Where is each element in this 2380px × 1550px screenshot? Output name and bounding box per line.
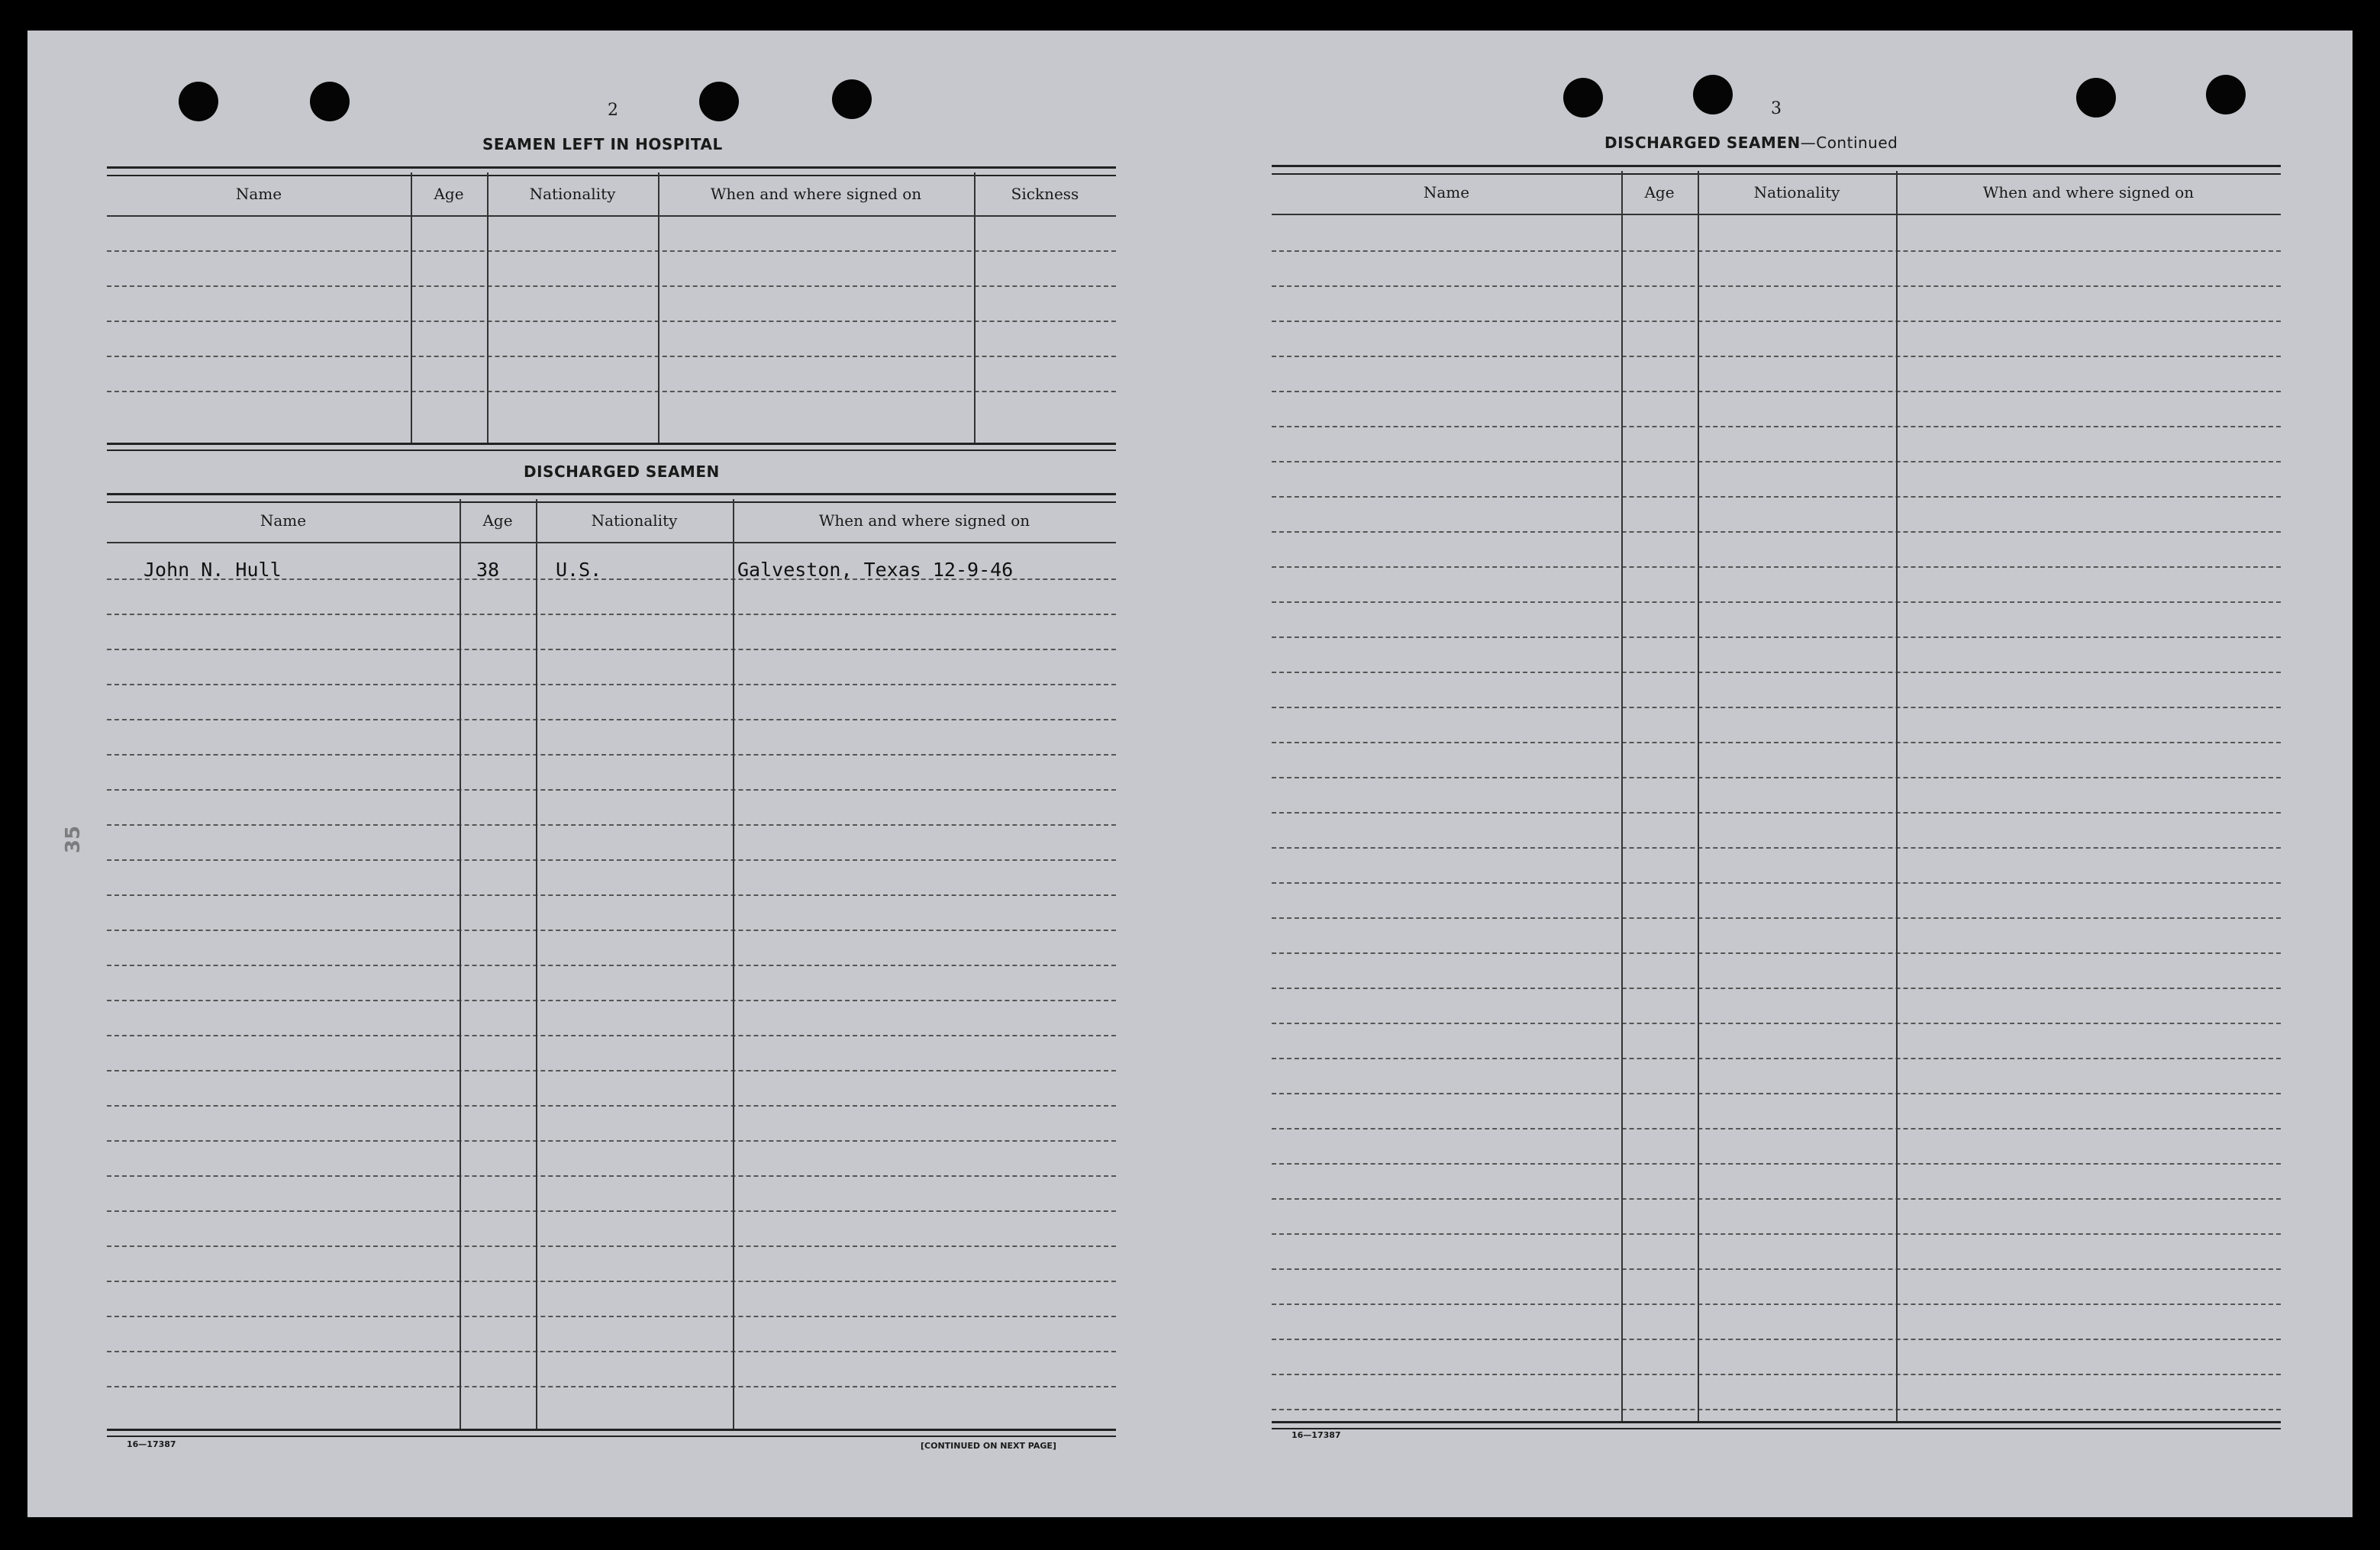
page-number-left: 2 — [608, 101, 618, 120]
row-line — [1272, 601, 2281, 603]
row-line — [107, 391, 1116, 392]
row-line — [1272, 461, 2281, 462]
column-rule — [1621, 171, 1623, 1421]
row-line — [1272, 847, 2281, 849]
row-line — [1272, 321, 2281, 322]
row-line — [107, 250, 1116, 252]
row-line — [107, 754, 1116, 756]
column-rule — [536, 499, 537, 1429]
hospital-table — [107, 166, 1116, 472]
header-rule — [107, 542, 1116, 543]
row-line — [107, 719, 1116, 720]
row-line — [1272, 988, 2281, 989]
seaman-name: John N. Hull — [144, 559, 282, 581]
hospital-section-title: SEAMEN LEFT IN HOSPITAL — [482, 135, 723, 153]
column-rule — [411, 172, 412, 443]
punch-hole — [2076, 78, 2116, 118]
form-number-right: 16—17387 — [1292, 1430, 1341, 1440]
row-line — [107, 1386, 1116, 1387]
punch-hole — [1563, 78, 1603, 118]
column-header-name: Name — [1423, 183, 1470, 201]
table-rule — [107, 443, 1116, 451]
discharged-continued-table — [1272, 165, 2281, 1477]
row-line — [107, 1210, 1116, 1212]
row-line — [1272, 1409, 2281, 1410]
page-number-right: 3 — [1771, 99, 1782, 118]
row-line — [1272, 1023, 2281, 1024]
row-line — [1272, 1128, 2281, 1129]
column-header-sickness: Sickness — [1011, 185, 1079, 203]
row-line — [107, 649, 1116, 650]
row-line — [1272, 882, 2281, 884]
row-line — [1272, 1198, 2281, 1200]
header-rule — [107, 215, 1116, 217]
row-line — [1272, 285, 2281, 287]
column-header-nationality: Nationality — [529, 185, 616, 203]
row-line — [107, 1105, 1116, 1107]
row-line — [107, 1175, 1116, 1177]
column-rule — [460, 499, 461, 1429]
row-line — [1272, 496, 2281, 498]
punch-hole — [2206, 75, 2246, 114]
row-line — [1272, 1374, 2281, 1375]
discharged-table — [107, 493, 1116, 1477]
column-header-signed-on: When and where signed on — [818, 511, 1030, 530]
row-line — [1272, 531, 2281, 533]
row-line — [107, 859, 1116, 861]
header-rule — [1272, 214, 2281, 215]
row-line — [107, 965, 1116, 966]
row-line — [1272, 566, 2281, 568]
column-rule — [487, 172, 489, 443]
row-line — [107, 1316, 1116, 1317]
row-line — [1272, 391, 2281, 392]
row-line — [1272, 1093, 2281, 1094]
column-header-age: Age — [434, 185, 464, 203]
continued-section-title — [1604, 134, 1898, 152]
column-header-signed-on: When and where signed on — [1982, 183, 2195, 201]
row-line — [107, 684, 1116, 685]
row-line — [1272, 707, 2281, 708]
row-line — [1272, 777, 2281, 778]
row-line — [107, 1245, 1116, 1247]
column-header-nationality: Nationality — [1753, 183, 1840, 201]
row-line — [1272, 250, 2281, 252]
column-header-name: Name — [260, 511, 307, 530]
column-header-age: Age — [482, 511, 513, 530]
row-line — [107, 894, 1116, 896]
row-line — [1272, 1339, 2281, 1340]
row-line — [107, 614, 1116, 615]
column-rule — [658, 172, 659, 443]
row-line — [1272, 952, 2281, 954]
column-header-name: Name — [235, 185, 282, 203]
row-line — [1272, 1303, 2281, 1305]
row-line — [1272, 356, 2281, 357]
row-line — [1272, 636, 2281, 638]
column-header-signed-on: When and where signed on — [710, 185, 922, 203]
row-line — [1272, 917, 2281, 919]
discharged-section-title: DISCHARGED SEAMEN — [524, 462, 720, 481]
section-title-suffix: —Continued — [1800, 134, 1898, 152]
punch-hole — [699, 82, 739, 121]
row-line — [107, 824, 1116, 826]
row-line — [107, 1070, 1116, 1071]
row-line — [1272, 1058, 2281, 1059]
row-line — [107, 1000, 1116, 1001]
row-line — [107, 1281, 1116, 1282]
continued-note: [CONTINUED ON NEXT PAGE] — [921, 1441, 1056, 1451]
punch-hole — [1693, 75, 1733, 114]
row-line — [1272, 1163, 2281, 1165]
row-line — [107, 578, 1116, 580]
table-rule — [107, 1429, 1116, 1437]
seaman-age: 38 — [476, 559, 500, 581]
table-rule — [107, 166, 1116, 176]
margin-stamp: 35 — [62, 825, 85, 854]
column-header-age: Age — [1644, 183, 1675, 201]
row-line — [1272, 1268, 2281, 1270]
seaman-signed-on: Galveston, Texas 12-9-46 — [737, 559, 1014, 581]
row-line — [107, 321, 1116, 322]
punch-hole — [310, 82, 350, 121]
row-line — [107, 1140, 1116, 1142]
column-header-nationality: Nationality — [591, 511, 678, 530]
row-line — [107, 789, 1116, 791]
punch-hole — [179, 82, 218, 121]
row-line — [1272, 742, 2281, 743]
row-line — [1272, 1233, 2281, 1235]
row-line — [107, 356, 1116, 357]
row-line — [107, 1351, 1116, 1352]
document-sheet — [27, 31, 2353, 1517]
row-line — [107, 930, 1116, 931]
row-line — [1272, 812, 2281, 814]
column-rule — [1896, 171, 1898, 1421]
section-title-text: DISCHARGED SEAMEN — [1604, 134, 1801, 152]
table-rule — [1272, 165, 2281, 175]
seaman-nationality: U.S. — [556, 559, 602, 581]
row-line — [107, 285, 1116, 287]
row-line — [1272, 672, 2281, 673]
row-line — [1272, 426, 2281, 427]
form-number-left: 16—17387 — [127, 1439, 176, 1449]
table-rule — [107, 493, 1116, 503]
column-rule — [1698, 171, 1699, 1421]
row-line — [107, 1035, 1116, 1036]
column-rule — [974, 172, 976, 443]
table-rule — [1272, 1421, 2281, 1429]
punch-hole — [832, 79, 872, 119]
column-rule — [733, 499, 734, 1429]
